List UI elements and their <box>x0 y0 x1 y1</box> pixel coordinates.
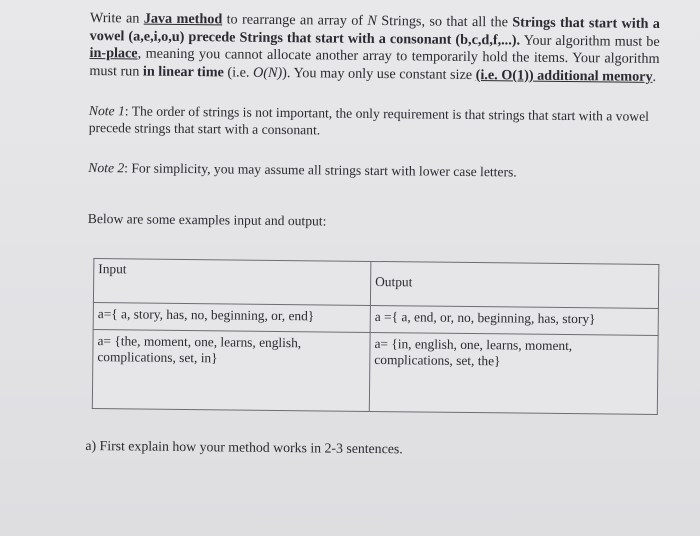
table-row <box>92 330 658 415</box>
problem-statement <box>89 10 660 86</box>
problem-text-7: ). You may only use constant size <box>282 64 476 83</box>
output-header: Output <box>370 262 658 309</box>
linear-time-phrase: in linear time <box>142 63 224 81</box>
problem-text-1: Write an <box>89 10 144 27</box>
note-2 <box>88 159 658 182</box>
note-1 <box>89 102 659 142</box>
table-header-row <box>93 259 658 309</box>
note-2-text: : For simplicity, you may assume all strings start with lower case letters. <box>124 160 517 180</box>
java-method-phrase: Java method <box>143 10 223 28</box>
problem-text-3: Strings, so that all the <box>376 13 513 31</box>
n-variable: N <box>367 12 377 30</box>
vowel-consonant-requirement: Strings that start with a vowel (a,e,i,o,u) precede Strings that start with a consonant (b,c,d,f,...). <box>89 14 660 49</box>
page-content <box>85 10 660 460</box>
input-header: Input <box>93 259 370 306</box>
problem-text-5: , meaning you cannot allocate another array to temporarily hold the items. Your algorithm must run <box>89 45 660 80</box>
input-cell: a={ a, story, has, no, beginning, or, end} <box>93 303 370 333</box>
output-cell: a ={ a, end, or, no, beginning, has, story} <box>370 306 658 336</box>
input-cell: a= {the, moment, one, learns, english, complications, set, in} <box>92 330 370 412</box>
big-o-notation: O(N) <box>252 64 283 81</box>
note-1-text: : The order of strings is not important, the only requirement is that strings that start with a vowel precede strings that start with a consonant. <box>88 103 650 138</box>
problem-text-4: Your algorithm must be <box>520 32 660 50</box>
problem-text-2: to rearrange an array of <box>222 11 368 29</box>
note-1-label: Note 1 <box>88 103 125 119</box>
constant-memory-phrase: (i.e. O(1)) additional memory <box>475 66 653 85</box>
output-cell: a= {in, english, one, learns, moment, complications, set, the} <box>369 333 658 415</box>
in-place-phrase: in-place <box>89 45 138 62</box>
examples-table <box>92 258 660 415</box>
problem-text-6: (i.e. <box>223 64 254 81</box>
question-a: a) First explain how your method works in 2-3 sentences. <box>85 438 403 457</box>
examples-intro: Below are some examples input and output: <box>87 211 327 229</box>
note-2-label: Note 2 <box>88 160 125 176</box>
problem-text-8: . <box>652 68 657 85</box>
